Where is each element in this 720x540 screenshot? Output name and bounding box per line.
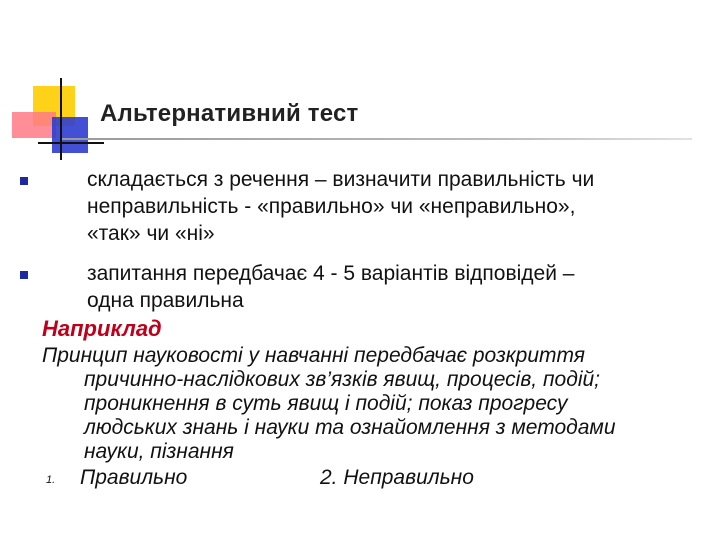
horizontal-line-decoration: [38, 142, 104, 144]
title-underline: [62, 138, 692, 140]
vertical-line-decoration: [60, 78, 62, 160]
bullet-text: запитання передбачає 4 - 5 варіантів відповідей – одна правильна: [87, 262, 575, 312]
answer-number: 1.: [46, 474, 56, 486]
example-question-first-line: Принцип науковості у навчанні передбачає розкриття: [42, 344, 585, 367]
bullet-text: складається з речення – визначити правильність чи неправильність - «правильно» чи «неправильно», «так» чи «ні»: [87, 168, 595, 245]
blue-square-decoration: [52, 117, 88, 153]
red-square-decoration: [12, 112, 56, 138]
example-question: [42, 344, 702, 464]
answer-option-correct: Правильно: [80, 466, 188, 489]
example-label: Наприклад: [42, 316, 162, 341]
square-bullet-icon: [20, 177, 28, 185]
decorative-logo: [0, 0, 110, 170]
answer-option-incorrect: 2. Неправильно: [320, 466, 474, 489]
example-question-continuation: причинно-наслідкових зв’язків явищ, процесів, подій; проникнення в суть явищ і подій; показ прогресу людських знань і науки та ознайомлення з методами науки, пізнання: [84, 368, 616, 463]
square-bullet-icon: [20, 271, 28, 279]
slide-title: Альтернативний тест: [100, 100, 359, 127]
